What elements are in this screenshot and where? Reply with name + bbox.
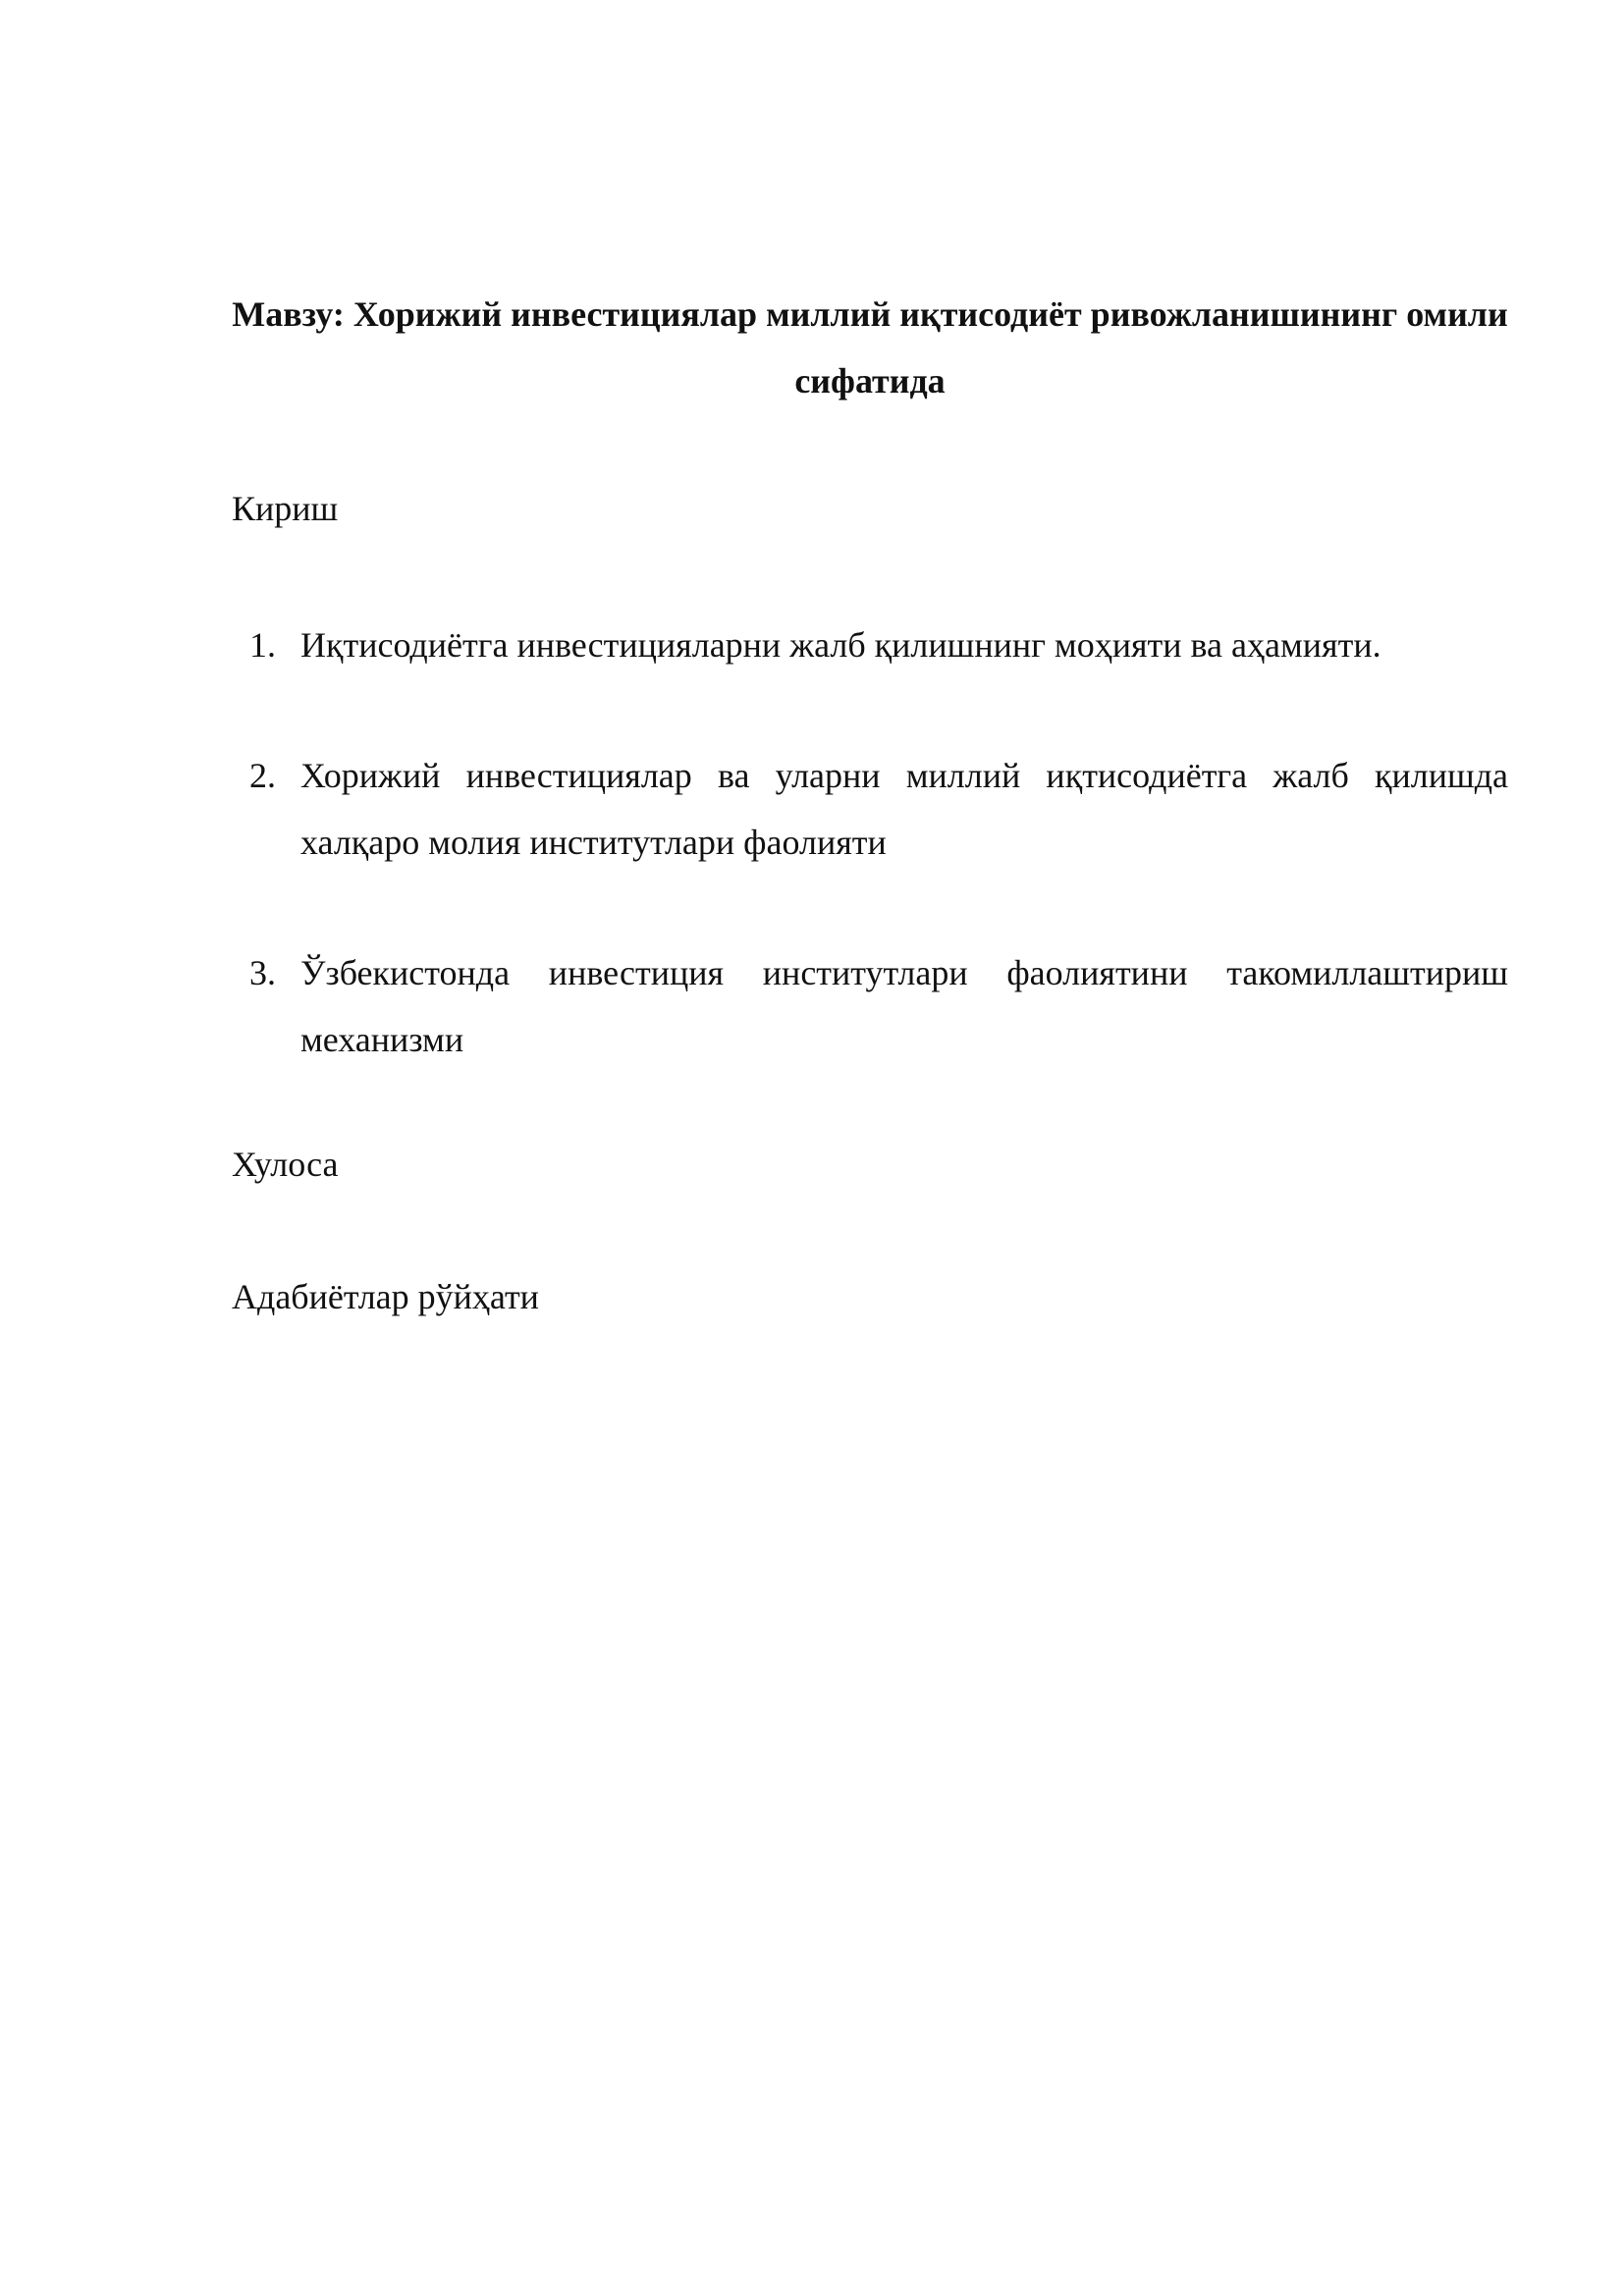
table-of-contents: [232, 612, 1508, 1073]
section-conclusion: Хулоса: [232, 1145, 339, 1184]
toc-item-text: Хорижий инвестициялар ва уларни миллий иқтисодиётга жалб қилишда халқаро молия институтлари фаолияти: [300, 756, 1508, 862]
document-title: Мавзу: Хорижий инвестициялар миллий иқтисодиёт ривожланишининг омили сифатида: [232, 294, 1508, 400]
toc-item-1: [232, 612, 1508, 678]
section-references: Адабиётлар рўйҳати: [232, 1277, 539, 1316]
toc-item-text: Иқтисодиётга инвестицияларни жалб қилишнинг моҳияти ва аҳамияти.: [300, 625, 1381, 665]
toc-item-number: 3.: [249, 953, 276, 992]
section-intro: Кириш: [232, 489, 339, 528]
toc-item-3: [232, 939, 1508, 1073]
toc-item-number: 1.: [249, 625, 276, 665]
toc-item-number: 2.: [249, 756, 276, 795]
toc-item-2: [232, 742, 1508, 876]
toc-item-text: Ўзбекистонда инвестиция институтлари фаолиятини такомиллаштириш механизми: [300, 953, 1508, 1059]
